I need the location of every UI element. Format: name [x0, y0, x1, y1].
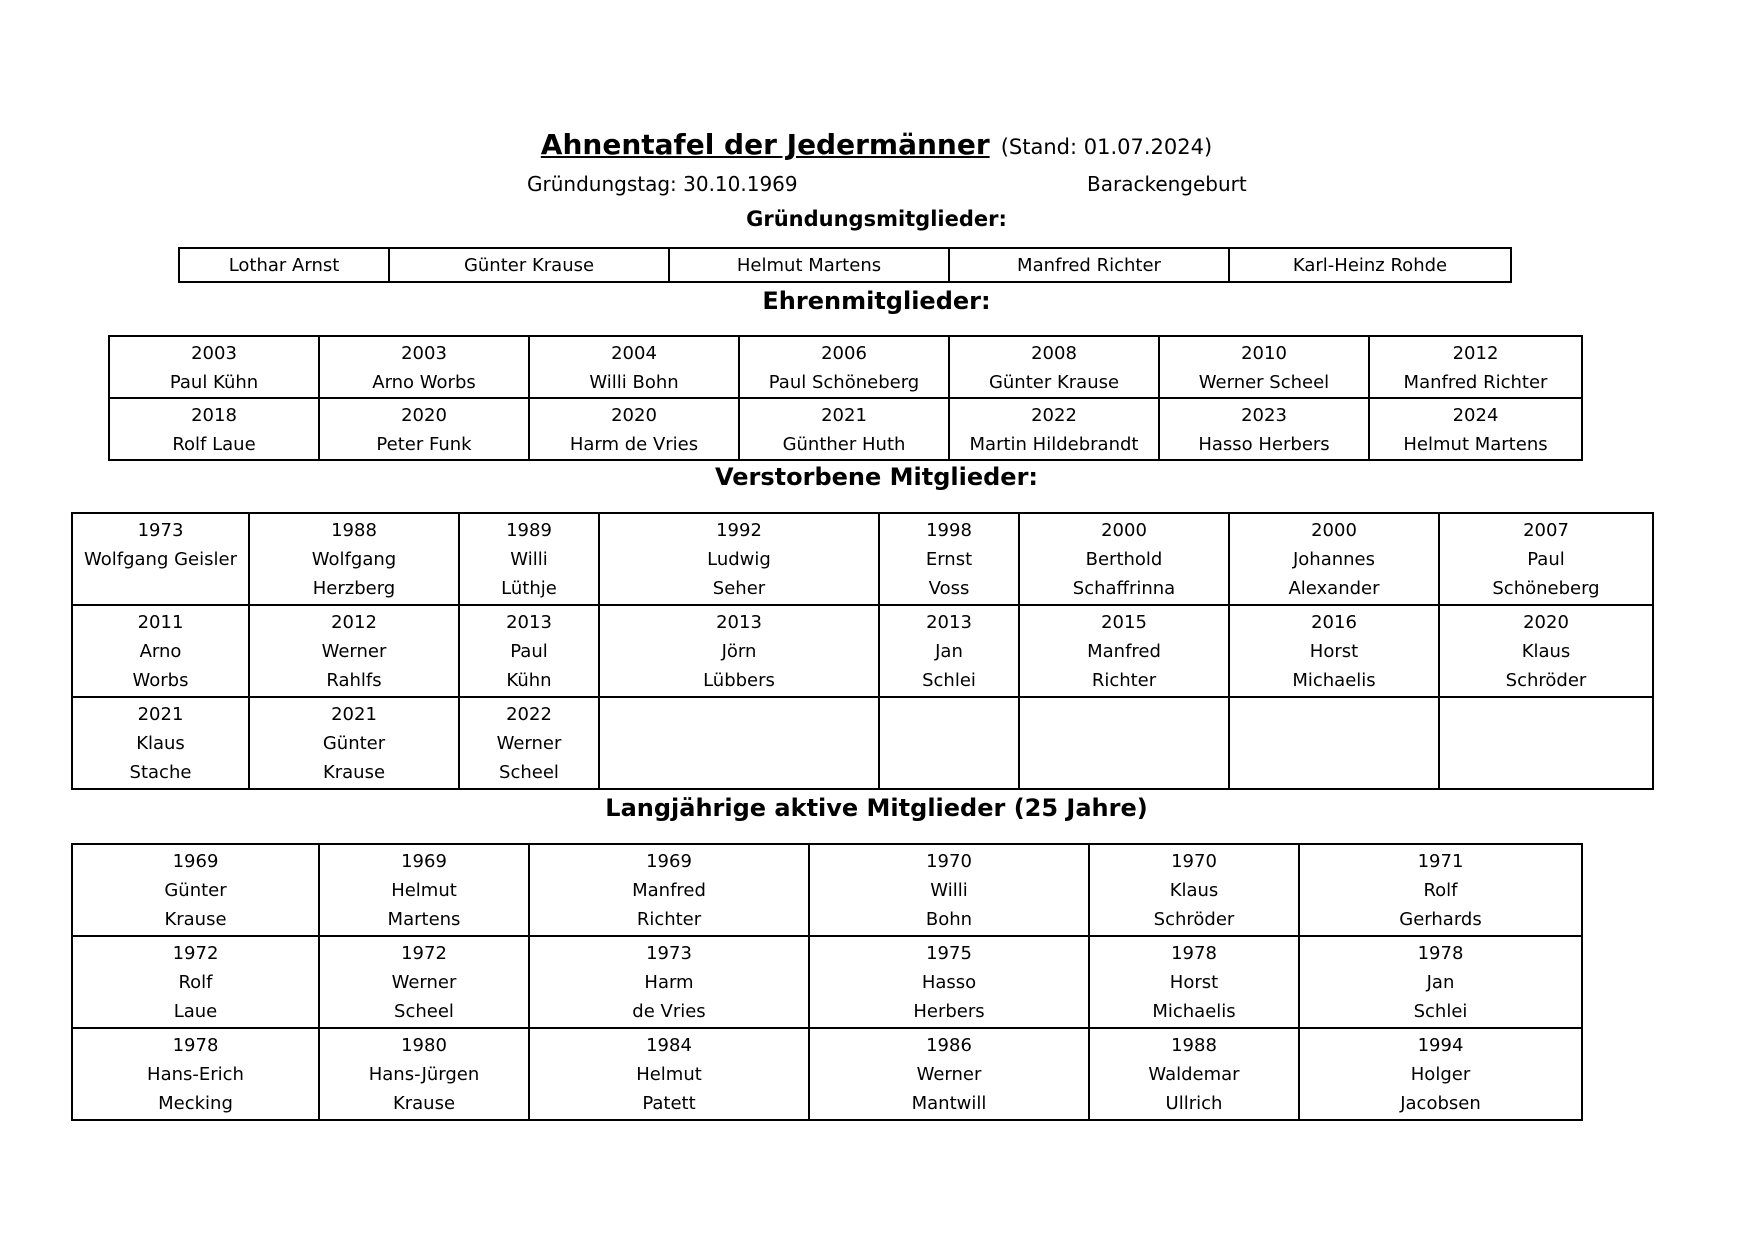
honorary-cell — [1159, 336, 1369, 398]
member-year: 2013 — [926, 612, 972, 633]
member-name: Günther Huth — [782, 434, 906, 455]
member-first-name: Harm — [644, 972, 694, 993]
deceased-cell — [249, 513, 459, 605]
member-last-name: Schröder — [1505, 670, 1587, 691]
member-first-name: Arno — [139, 641, 182, 662]
deceased-heading: Verstorbene Mitglieder: — [714, 463, 1038, 491]
member-first-name: Werner — [916, 1064, 982, 1085]
member-last-name: Gerhards — [1399, 909, 1482, 930]
member-first-name: Horst — [1309, 641, 1359, 662]
member-last-name: Mantwill — [911, 1093, 987, 1114]
member-year: 1994 — [1417, 1035, 1464, 1056]
honorary-cell — [949, 398, 1159, 460]
member-last-name: Scheel — [499, 762, 559, 783]
member-first-name: Rolf — [1423, 880, 1458, 901]
member-last-name: Voss — [928, 578, 970, 599]
honorary-row — [109, 398, 1582, 460]
member-first-name — [880, 729, 1018, 758]
member-first-name: Werner — [496, 733, 562, 754]
page-title: Ahnentafel der Jedermänner — [540, 128, 990, 161]
longtime-row — [72, 844, 1582, 936]
member-last-name: Krause — [322, 762, 386, 783]
member-year: 1978 — [172, 1035, 219, 1056]
member-last-name: Lübbers — [703, 670, 775, 691]
honorary-cell — [109, 398, 319, 460]
member-year — [1020, 700, 1228, 729]
honorary-cell — [949, 336, 1159, 398]
member-name: Martin Hildebrandt — [969, 434, 1139, 455]
founding-place: Barackengeburt — [1087, 172, 1247, 196]
member-year: 2011 — [137, 612, 184, 633]
member-year: 2022 — [506, 704, 552, 725]
deceased-cell — [459, 697, 599, 789]
member-year: 2020 — [611, 405, 657, 426]
member-last-name: Seher — [712, 578, 766, 599]
member-first-name: Paul — [510, 641, 548, 662]
member-last-name: Schlei — [922, 670, 976, 691]
member-last-name: Krause — [164, 909, 227, 930]
member-year: 1973 — [137, 520, 184, 541]
member-last-name: Scheel — [394, 1001, 454, 1022]
member-year: 1992 — [716, 520, 762, 541]
member-name: Paul Kühn — [169, 372, 259, 393]
member-first-name: Helmut — [391, 880, 457, 901]
member-last-name: Schlei — [1413, 1001, 1468, 1022]
member-year: 2020 — [1523, 612, 1569, 633]
member-year — [1440, 700, 1652, 729]
deceased-cell — [879, 513, 1019, 605]
member-first-name: Klaus — [136, 733, 185, 754]
longtime-cell — [72, 1028, 319, 1120]
longtime-cell — [809, 1028, 1089, 1120]
member-first-name: Horst — [1169, 972, 1219, 993]
member-year: 2022 — [1031, 405, 1077, 426]
member-first-name: Rolf — [178, 972, 213, 993]
member-name: Manfred Richter — [1403, 372, 1548, 393]
title-line — [0, 128, 1753, 161]
member-last-name — [880, 758, 1018, 787]
stand-date: (Stand: 01.07.2024) — [1000, 135, 1213, 159]
member-year: 1970 — [1171, 851, 1217, 872]
longtime-cell — [1089, 936, 1299, 1028]
founder-cell: Manfred Richter — [949, 248, 1229, 282]
honorary-heading: Ehrenmitglieder: — [762, 287, 991, 315]
member-last-name: Richter — [1091, 670, 1157, 691]
member-year: 2008 — [1031, 343, 1077, 364]
member-last-name: Lüthje — [501, 578, 557, 599]
member-year: 2012 — [1452, 343, 1499, 364]
member-last-name: Herbers — [913, 1001, 985, 1022]
member-first-name: Willi — [510, 549, 548, 570]
deceased-cell-empty — [1439, 697, 1653, 789]
honorary-cell — [529, 336, 739, 398]
member-year: 1986 — [926, 1035, 972, 1056]
member-last-name: Schöneberg — [1492, 578, 1600, 599]
member-first-name: Werner — [391, 972, 457, 993]
deceased-table — [71, 512, 1654, 790]
member-name: Peter Funk — [376, 434, 472, 455]
honorary-table — [108, 335, 1583, 461]
longtime-cell — [1299, 1028, 1582, 1120]
member-last-name: Jacobsen — [1400, 1093, 1481, 1114]
founder-cell: Karl-Heinz Rohde — [1229, 248, 1511, 282]
member-year: 2013 — [716, 612, 762, 633]
member-year: 1970 — [926, 851, 972, 872]
member-first-name: Ernst — [925, 549, 973, 570]
member-last-name: Laue — [173, 1001, 218, 1022]
member-last-name: Ullrich — [1165, 1093, 1223, 1114]
member-year: 2020 — [401, 405, 447, 426]
deceased-cell-empty — [1019, 697, 1229, 789]
member-year: 2021 — [821, 405, 867, 426]
member-year: 1998 — [926, 520, 972, 541]
deceased-cell — [1439, 513, 1653, 605]
deceased-cell — [1439, 605, 1653, 697]
member-first-name: Werner — [321, 641, 387, 662]
founder-cell: Günter Krause — [389, 248, 669, 282]
deceased-cell — [879, 605, 1019, 697]
longtime-cell — [1089, 844, 1299, 936]
member-year: 1988 — [1171, 1035, 1217, 1056]
longtime-row — [72, 1028, 1582, 1120]
honorary-cell — [1159, 398, 1369, 460]
member-year: 1969 — [646, 851, 692, 872]
member-year: 2021 — [331, 704, 377, 725]
member-first-name: Johannes — [1292, 549, 1376, 570]
member-last-name — [1440, 758, 1652, 787]
member-last-name: Alexander — [1288, 578, 1380, 599]
member-year — [1230, 700, 1438, 729]
member-last-name — [1020, 758, 1228, 787]
member-year: 2015 — [1101, 612, 1147, 633]
deceased-cell — [1229, 513, 1439, 605]
deceased-cell-empty — [599, 697, 879, 789]
deceased-cell — [1229, 605, 1439, 697]
deceased-row — [72, 605, 1653, 697]
member-first-name — [1020, 729, 1228, 758]
honorary-row — [109, 336, 1582, 398]
member-year: 1975 — [926, 943, 972, 964]
member-first-name: Wolfgang — [311, 549, 397, 570]
member-first-name: Ludwig — [707, 549, 771, 570]
founders-heading: Gründungsmitglieder: — [746, 207, 1007, 231]
longtime-cell — [809, 844, 1089, 936]
longtime-cell — [72, 936, 319, 1028]
member-year: 1980 — [401, 1035, 447, 1056]
member-first-name: Jan — [935, 641, 963, 662]
member-first-name: Paul — [1527, 549, 1565, 570]
honorary-cell — [109, 336, 319, 398]
member-first-name: Willi — [930, 880, 968, 901]
member-first-name — [1230, 729, 1438, 758]
member-year: 1989 — [506, 520, 552, 541]
longtime-cell — [529, 844, 809, 936]
member-last-name: Mecking — [158, 1093, 233, 1114]
deceased-row — [72, 513, 1653, 605]
member-year: 2018 — [191, 405, 237, 426]
member-year: 2023 — [1241, 405, 1287, 426]
member-first-name: Holger — [1410, 1064, 1471, 1085]
member-year: 2013 — [506, 612, 552, 633]
member-year: 1978 — [1417, 943, 1464, 964]
member-name: Rolf Laue — [172, 434, 256, 455]
member-last-name — [73, 574, 248, 603]
member-year: 1971 — [1417, 851, 1464, 872]
honorary-cell — [739, 336, 949, 398]
longtime-cell — [1299, 936, 1582, 1028]
longtime-cell — [319, 936, 529, 1028]
member-first-name: Klaus — [1521, 641, 1571, 662]
member-name: Werner Scheel — [1198, 372, 1330, 393]
longtime-table — [71, 843, 1583, 1121]
member-year: 2010 — [1241, 343, 1287, 364]
deceased-cell — [72, 697, 249, 789]
member-last-name — [600, 758, 878, 787]
founding-day: Gründungstag: 30.10.1969 — [527, 172, 798, 196]
member-first-name: Berthold — [1085, 549, 1163, 570]
member-last-name: de Vries — [632, 1001, 706, 1022]
longtime-cell — [809, 936, 1089, 1028]
longtime-cell — [1089, 1028, 1299, 1120]
member-first-name: Waldemar — [1148, 1064, 1240, 1085]
deceased-cell — [599, 605, 879, 697]
member-last-name: Michaelis — [1152, 1001, 1236, 1022]
deceased-cell — [1019, 513, 1229, 605]
member-year: 1972 — [172, 943, 219, 964]
longtime-cell — [319, 844, 529, 936]
member-name: Günter Krause — [988, 372, 1120, 393]
member-first-name: Jörn — [721, 641, 757, 662]
member-name: Willi Bohn — [589, 372, 679, 393]
deceased-cell — [72, 605, 249, 697]
member-last-name: Worbs — [132, 670, 189, 691]
member-first-name — [600, 729, 878, 758]
member-year: 1969 — [401, 851, 447, 872]
member-first-name: Klaus — [1169, 880, 1219, 901]
honorary-cell — [319, 336, 529, 398]
longtime-cell — [319, 1028, 529, 1120]
member-first-name: Hasso — [921, 972, 977, 993]
member-last-name: Stache — [129, 762, 192, 783]
member-year: 2003 — [401, 343, 447, 364]
deceased-cell-empty — [879, 697, 1019, 789]
deceased-cell — [72, 513, 249, 605]
member-last-name: Schaffrinna — [1072, 578, 1176, 599]
member-year: 1972 — [401, 943, 447, 964]
member-year: 2000 — [1101, 520, 1147, 541]
member-last-name — [1230, 758, 1438, 787]
member-year: 2024 — [1452, 405, 1499, 426]
member-first-name: Manfred — [632, 880, 706, 901]
member-last-name: Patett — [642, 1093, 696, 1114]
honorary-cell — [529, 398, 739, 460]
member-name: Hasso Herbers — [1198, 434, 1330, 455]
member-first-name: Günter — [322, 733, 386, 754]
member-first-name: Günter — [164, 880, 227, 901]
deceased-row — [72, 697, 1653, 789]
member-last-name: Kühn — [506, 670, 552, 691]
member-first-name: Hans-Erich — [147, 1064, 244, 1085]
member-first-name: Helmut — [636, 1064, 702, 1085]
member-year: 1984 — [646, 1035, 692, 1056]
founders-row — [179, 248, 1511, 282]
member-last-name: Bohn — [925, 909, 973, 930]
member-name: Paul Schöneberg — [768, 372, 920, 393]
deceased-cell-empty — [1229, 697, 1439, 789]
deceased-cell — [249, 605, 459, 697]
member-year: 2007 — [1523, 520, 1569, 541]
deceased-cell — [249, 697, 459, 789]
longtime-cell — [1299, 844, 1582, 936]
member-first-name: Hans-Jürgen — [368, 1064, 480, 1085]
member-first-name — [1440, 729, 1652, 758]
member-year — [880, 700, 1018, 729]
deceased-cell — [599, 513, 879, 605]
member-first-name: Wolfgang Geisler — [84, 549, 237, 570]
founders-table — [178, 247, 1512, 283]
member-year: 1973 — [646, 943, 692, 964]
member-year: 2016 — [1311, 612, 1357, 633]
member-last-name: Krause — [392, 1093, 456, 1114]
deceased-cell — [459, 605, 599, 697]
member-last-name: Herzberg — [312, 578, 396, 599]
honorary-cell — [319, 398, 529, 460]
member-name: Helmut Martens — [1403, 434, 1548, 455]
member-last-name: Rahlfs — [326, 670, 382, 691]
honorary-cell — [739, 398, 949, 460]
longtime-cell — [72, 844, 319, 936]
member-year: 1969 — [172, 851, 219, 872]
member-year: 2004 — [611, 343, 657, 364]
member-last-name: Richter — [636, 909, 702, 930]
deceased-cell — [1019, 605, 1229, 697]
member-name: Harm de Vries — [569, 434, 699, 455]
longtime-heading: Langjährige aktive Mitglieder (25 Jahre) — [605, 794, 1148, 822]
member-first-name: Manfred — [1087, 641, 1161, 662]
longtime-cell — [529, 1028, 809, 1120]
honorary-cell — [1369, 398, 1582, 460]
member-year: 1978 — [1171, 943, 1217, 964]
honorary-cell — [1369, 336, 1582, 398]
member-year — [600, 700, 878, 729]
member-year: 2006 — [821, 343, 867, 364]
member-last-name: Michaelis — [1292, 670, 1376, 691]
member-year: 2000 — [1311, 520, 1357, 541]
member-year: 1988 — [331, 520, 377, 541]
longtime-row — [72, 936, 1582, 1028]
member-year: 2003 — [191, 343, 237, 364]
founder-cell: Lothar Arnst — [179, 248, 389, 282]
member-first-name: Jan — [1426, 972, 1455, 993]
member-name: Arno Worbs — [372, 372, 476, 393]
longtime-cell — [529, 936, 809, 1028]
deceased-cell — [459, 513, 599, 605]
founder-cell: Helmut Martens — [669, 248, 949, 282]
member-last-name: Martens — [387, 909, 461, 930]
member-year: 2021 — [137, 704, 184, 725]
member-year: 2012 — [331, 612, 377, 633]
member-last-name: Schröder — [1153, 909, 1235, 930]
